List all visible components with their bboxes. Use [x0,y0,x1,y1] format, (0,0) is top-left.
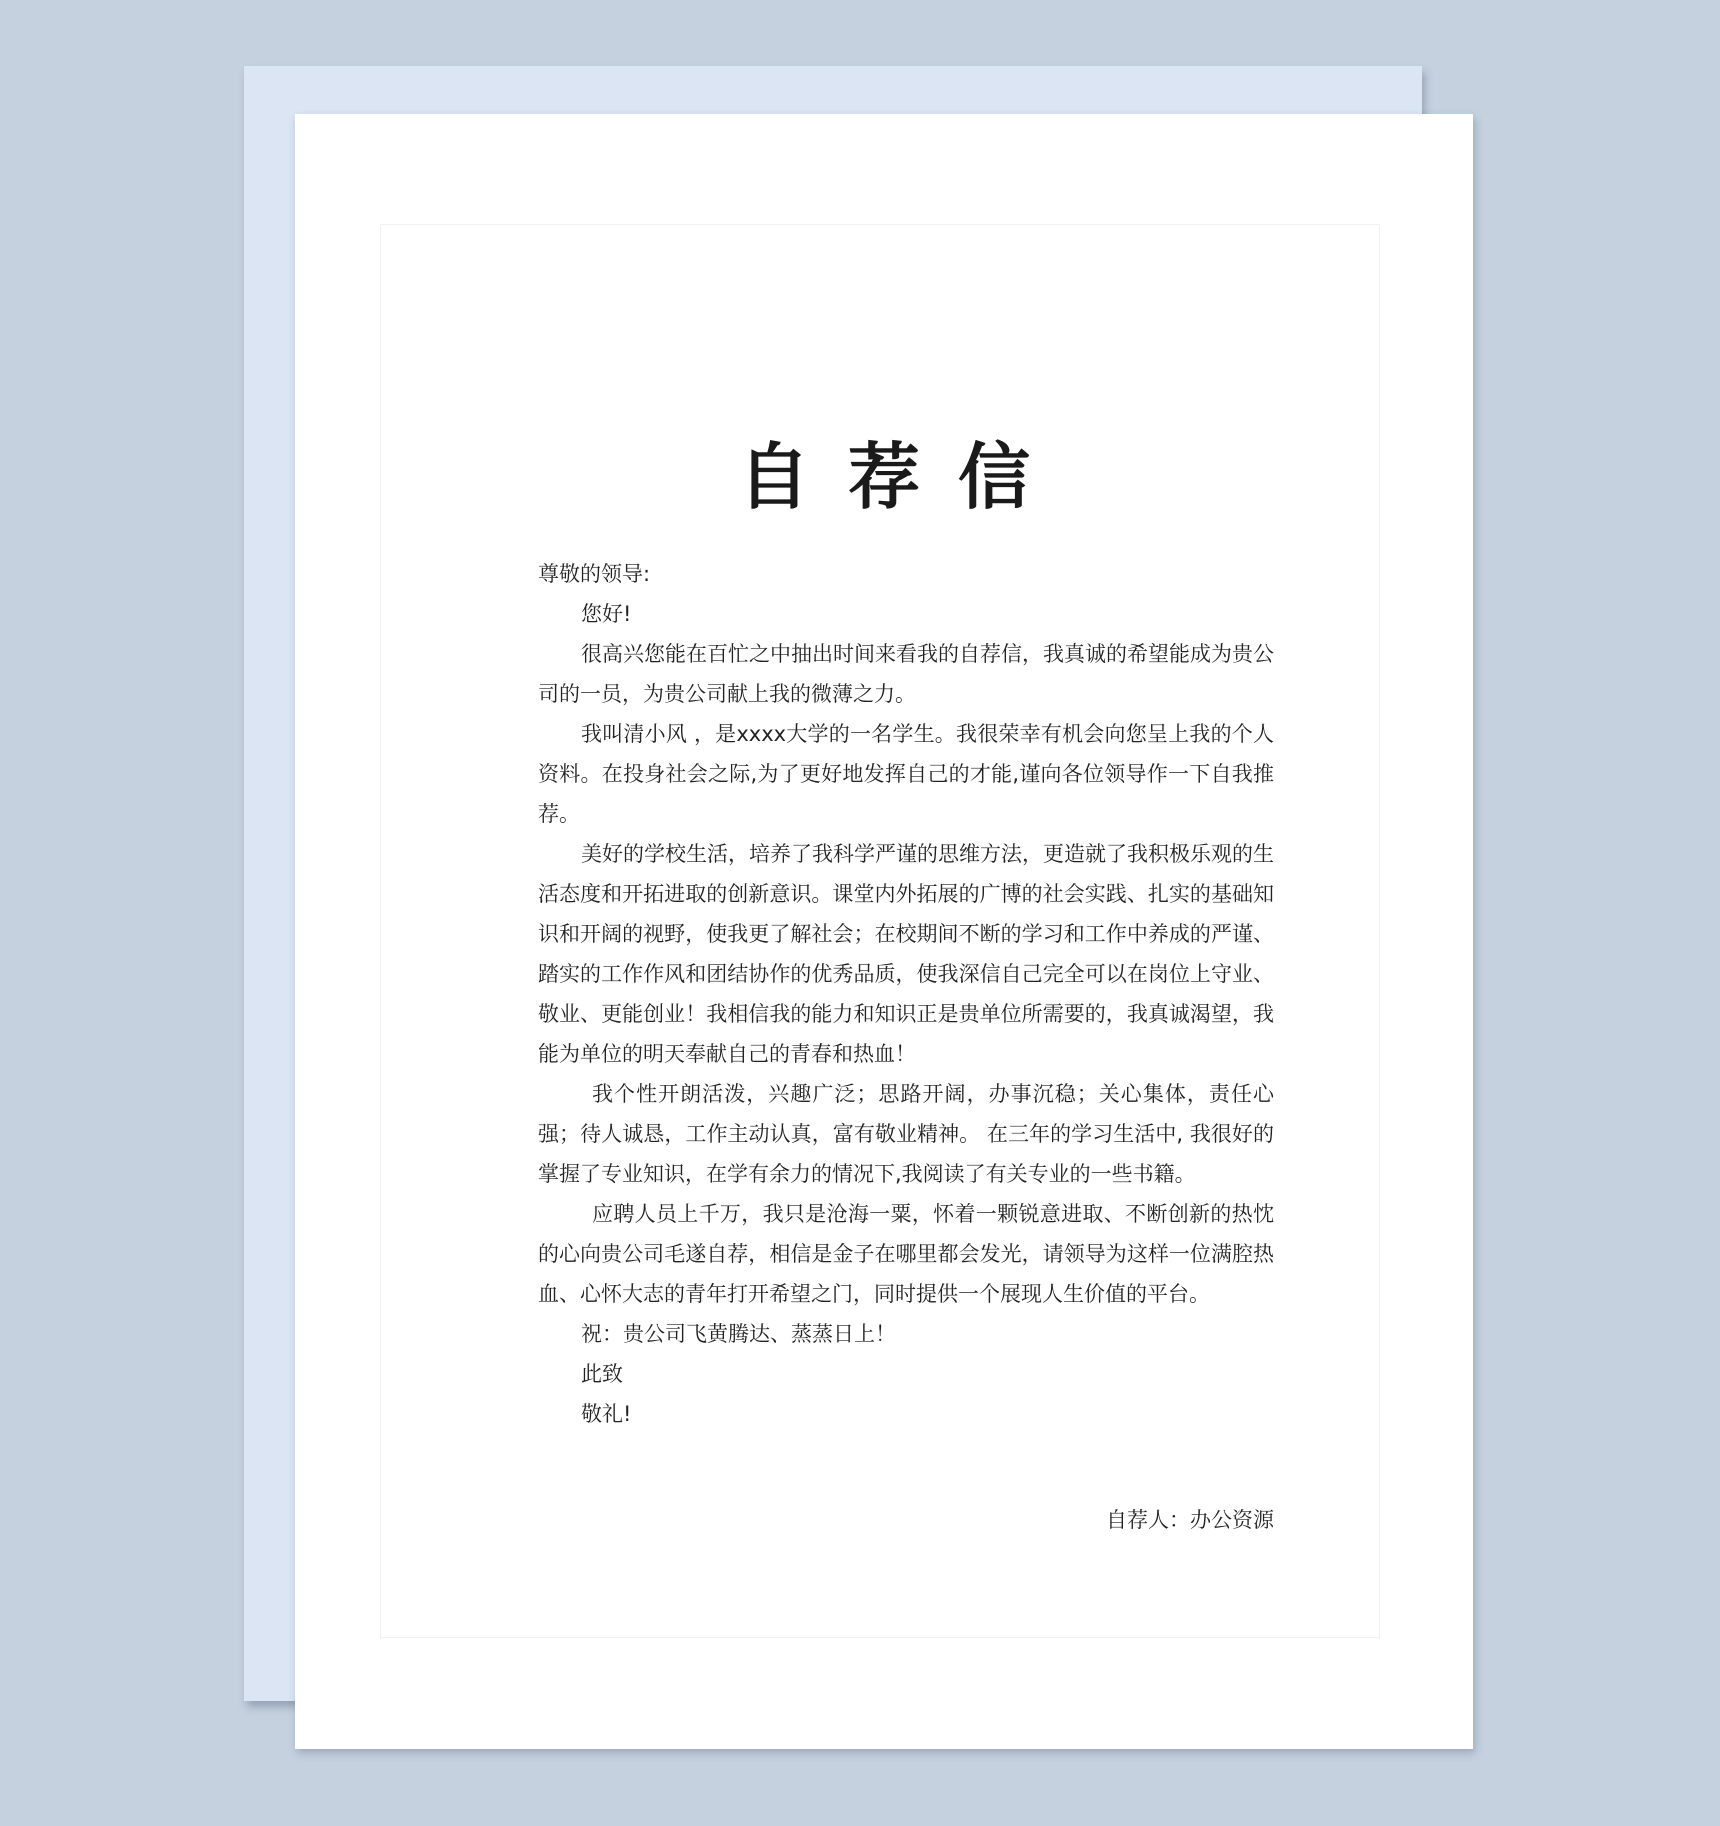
letter-body [538,554,1274,1434]
paragraph-application: 应聘人员上千万，我只是沧海一粟，怀着一颗锐意进取、不断创新的热忱的心向贵公司毛遂自荐，相信是金子在哪里都会发光，请领导为这样一位满腔热血、心怀大志的青年打开希望之门，同时提供一个展现人生价值的平台。 [538,1202,1274,1306]
salutation: 尊敬的领导: [538,562,651,586]
paragraph-school-life: 美好的学校生活，培养了我科学严谨的思维方法，更造就了我积极乐观的生活态度和开拓进取的创新意识。课堂内外拓展的广博的社会实践、扎实的基础知识和开阔的视野，使我更了解社会；在校期间不断的学习和工作中养成的严谨、踏实的工作作风和团结协作的优秀品质，使我深信自己完全可以在岗位上守业、敬业、更能创业！我相信我的能力和知识正是贵单位所需要的，我真诚渴望，我能为单位的明天奉献自己的青春和热血！ [538,842,1274,1066]
paragraph-self-intro: 我叫清小风 ，是xxxx大学的一名学生。我很荣幸有机会向您呈上我的个人资料。在投身社会之际,为了更好地发挥自己的才能,谨向各位领导作一下自我推荐。 [538,722,1274,826]
closing-line-1: 此致 [581,1362,623,1386]
paragraph-personality: 我个性开朗活泼，兴趣广泛；思路开阔，办事沉稳；关心集体，责任心强；待人诚恳，工作主动认真，富有敬业精神。 在三年的学习生活中, 我很好的掌握了专业知识，在学有余力的情况下,我阅读了有关专业的一些书籍。 [538,1082,1274,1186]
closing-line-2: 敬礼! [581,1402,632,1426]
letter-title: 自荐信 [737,435,1068,519]
letter-page [295,114,1473,1749]
signature: 自荐人：办公资源 [1106,1508,1274,1532]
paragraph-intro: 很高兴您能在百忙之中抽出时间来看我的自荐信，我真诚的希望能成为贵公司的一员，为贵公司献上我的微薄之力。 [538,642,1274,706]
wish-line: 祝：贵公司飞黄腾达、蒸蒸日上！ [581,1322,896,1346]
greeting: 您好! [581,602,632,626]
